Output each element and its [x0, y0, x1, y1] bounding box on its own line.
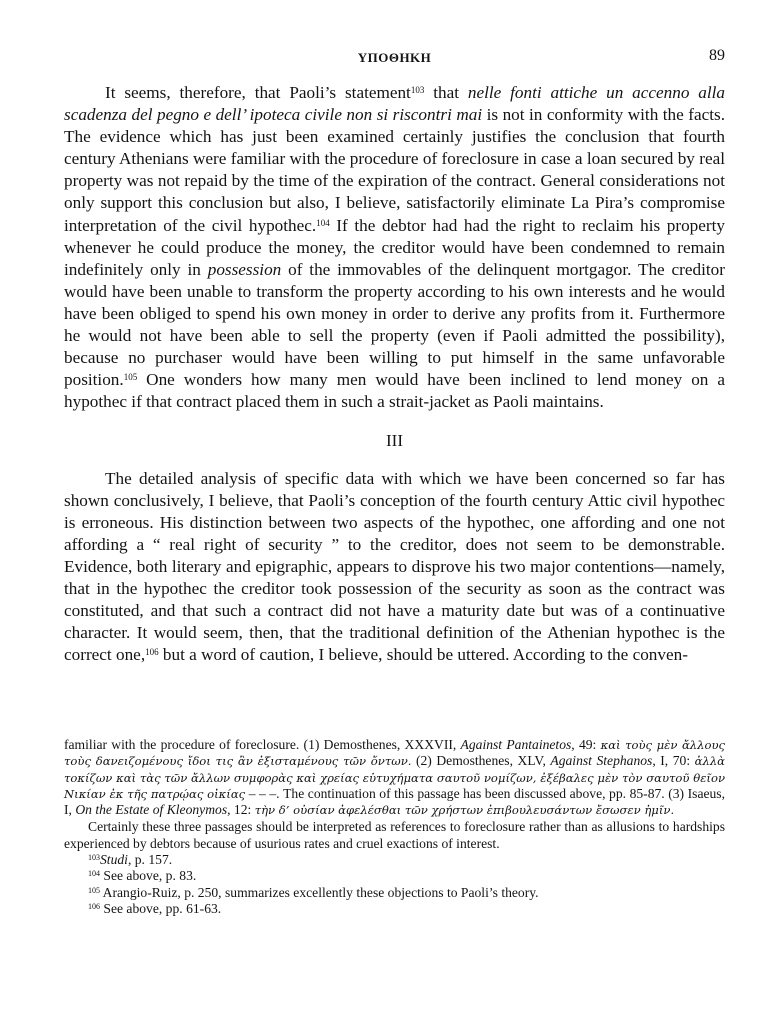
footnote-ref-103[interactable]: 103 [410, 85, 425, 95]
running-head [64, 47, 725, 69]
paragraph-1: It seems, therefore, that Paoli’s statement$^{103}$ that nelle fonti attiche un accenno alla scadenza del pegno e dell’ ipoteca civile non si riscontri mai is not in conformity with the facts. The evidence which has just been examined certainly justifies the conclusion that fourth century Athenians were familiar with the procedure of foreclosure in case a loan secured by real property was not repaid by the time of the expiration of the contract. General considerations not only support this conclusion but also, I believe, satisfactorily eliminate La Pira’s compromise interpretation of the civil hypothec.$^{104}$ If the debtor had had the right to reclaim his property whenever he could produce the money, the creditor would have been condemned to remain indefinitely only in possession of the immovables of the delinquent mortgagor. The creditor would have been unable to transform the property according to his own interests and he would have been obliged to spend his own money in order to derive any profits from it. Furthermore he would not have been able to sell the property (even if Paoli admitted the possibility), because no purchaser would have been willing to put himself in the same unfavorable position.$^{105}$ One wonders how many men would have been inclined to lend money on a hypothec if that contract placed them in such a strait-jacket as Paoli maintains. [64, 83, 726, 412]
footnote-continuation: familiar with the procedure of foreclosure. (1) Demosthenes, XXXVII, Against Pantainetos, 49: καὶ τοὺς μὲν ἄλλους τοὺς δανειζομένους ἴδοι τις ἂν ἐξισταμένους τῶν ὄντων. (2) Demosthenes, XLV, Against Stephanos, I, 70: ἀλλὰ τοκίζων καὶ τὰς τῶν ἄλλων συμφορὰς καὶ χρείας εὐτυχήματα σαυτοῦ νομίζων, ἐξέβαλες μὲν τὸν σαυτοῦ θεῖον Νικίαν ἐκ τῆς πατρῴας οἰκίας – – –. The continuation of this passage has been discussed above, pp. 85-87. (3) Isaeus, I, On the Estate of Kleonymos, 12: τὴν δ’ οὐσίαν ἀφελέσθαι τῶν χρήστων ἐπιβουλευσάντων ἔσωσεν ἡμῖν. [64, 737, 725, 818]
main-text [64, 82, 725, 666]
greek-quotation-3: τὴν δ’ οὐσίαν ἀφελέσθαι τῶν χρήστων ἐπιβουλευσάντων ἔσωσεν ἡμῖν. [254, 803, 675, 818]
footnote-106: $^{106}$ See above, pp. 61-63. [88, 900, 222, 916]
greek-quotation-2: ἀλλὰ τοκίζων καὶ τὰς τῶν ἄλλων συμφορὰς καὶ χρείας εὐτυχήματα σαυτοῦ νομίζων, ἐξέβαλες μὲν τὸν σαυτοῦ θεῖον Νικίαν ἐκ τῆς πατρῴας οἰκίας [64, 754, 725, 801]
footnotes [64, 737, 725, 917]
running-head-title: ΥΠΟΘΗΚΗ [357, 50, 432, 65]
footnote-paragraph: Certainly these three passages should be interpreted as references to foreclosure rather than as allusions to hardships experienced by debtors because of usurious rates and cruel exactions of interest. [64, 819, 725, 851]
page-number: 89 [709, 47, 725, 64]
footnote-104: $^{104}$ See above, p. 83. [88, 868, 197, 884]
emphasis-possession: possession [207, 259, 282, 279]
footnote-ref-106[interactable]: 106 [145, 647, 159, 658]
paragraph-2: The detailed analysis of specific data with which we have been concerned so far has shown conclusively, I believe, that Paoli’s conception of the fourth century Attic civil hypothec is erroneous. His distinction between two aspects of the hypothec, one affording and one not affording a “ real right of security ” to the creditor, does not seem to be demonstrable. Evidence, both literary and epigraphic, appears to disprove his two major contentions—namely, that in the hypothec the creditor took possession of the security as soon as the contract was constituted, and that such a contract did not have a maturity date but was of a continuative character. It would seem, then, that the traditional definition of the Athenian hypothec is the correct one,$^{106}$ but a word of caution, I believe, should be uttered. According to the conven- [64, 468, 725, 665]
greek-quotation-1: καὶ τοὺς μὲν ἄλλους τοὺς δανειζομένους ἴδοι τις ἂν ἐξισταμένους τῶν ὄντων. [64, 738, 725, 769]
section-heading: III [386, 431, 403, 451]
italian-quotation: nelle fonti attiche un accenno alla scadenza del pegno e dell’ ipoteca civile non si riscontri mai [64, 83, 726, 125]
footnote-105: $^{105}$ Arangio-Ruiz, p. 250, summarizes excellently these objections to Paoli’s theory. [88, 884, 539, 900]
footnote-103: $^{103}$Studi, p. 157. [88, 852, 173, 868]
footnote-ref-105[interactable]: 105 [123, 372, 138, 383]
footnote-ref-104[interactable]: 104 [316, 217, 330, 228]
